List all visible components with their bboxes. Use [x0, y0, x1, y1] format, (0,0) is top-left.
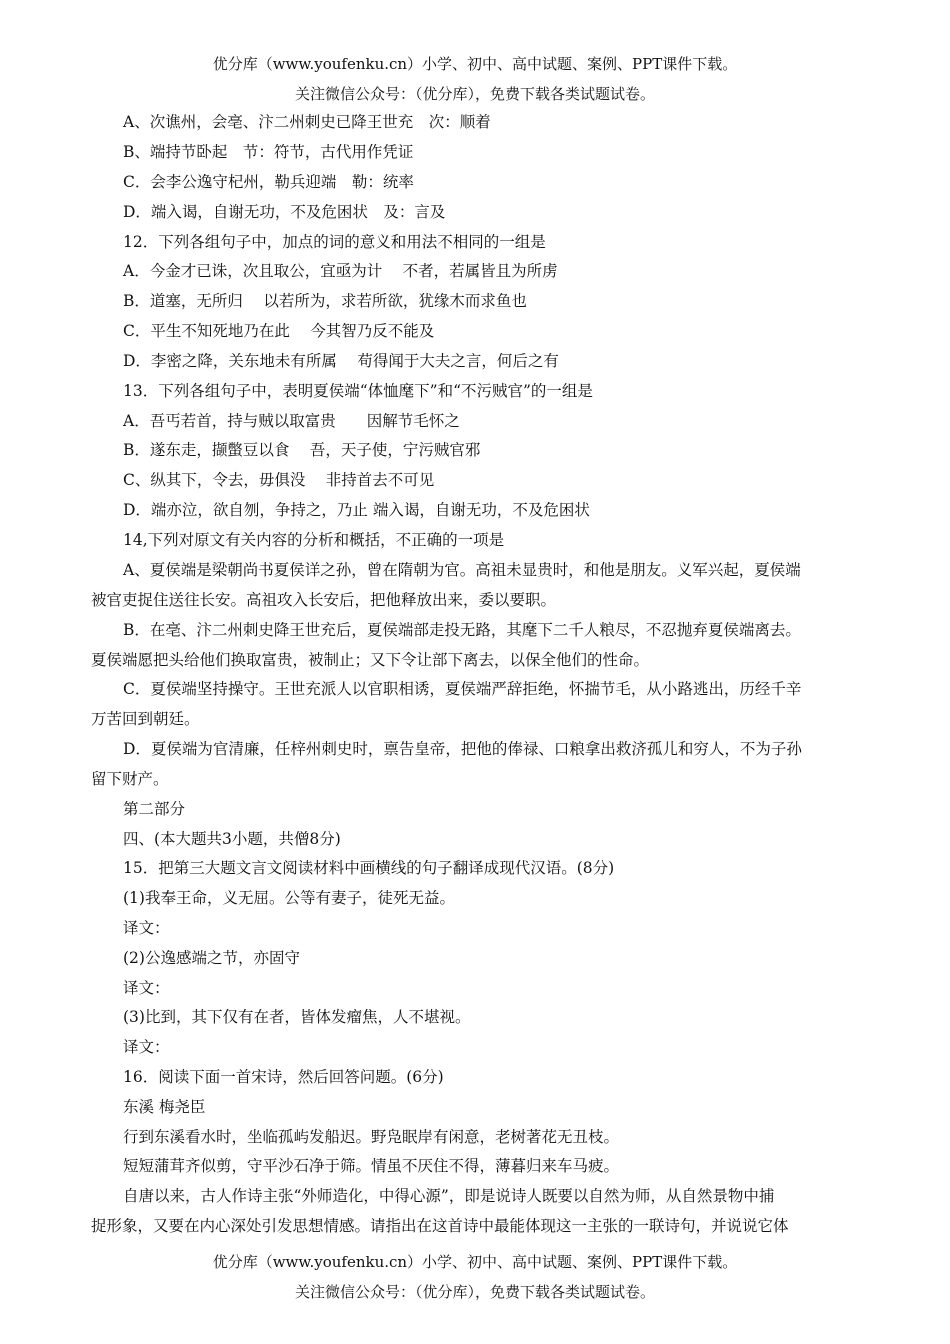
- q15-translation-label-1: 译文：: [123, 919, 170, 937]
- q14-option-d-line-1: D．夏侯端为官清廉，任梓州刺史时，禀告皇帝，把他的俸禄、口粮拿出救济孤儿和穷人，不为子孙: [123, 740, 802, 758]
- q16-prompt-line-1: 自唐以来，古人作诗主张“外师造化，中得心源”，即是说诗人既要以自然为师，从自然景物中捕: [123, 1187, 775, 1205]
- q15-sentence-1: (1)我奉王命，义无屈。公等有妻子，徒死无益。: [123, 889, 455, 907]
- header-line-2: 关注微信公众号：（优分库），免费下载各类试题试卷。: [294, 85, 655, 103]
- header-line-1: 优分库（www.youfenku.cn）小学、初中、高中试题、案例、PPT课件下载。: [212, 55, 738, 73]
- q16-stem: 16．阅读下面一首宋诗，然后回答问题。(6分): [123, 1068, 444, 1086]
- q11-option-d: D．端入谒，自谢无功，不及危困状 及：言及: [123, 203, 446, 221]
- q14-option-b-line-1: B．在亳、汴二州刺史降王世充后，夏侯端部走投无路，其麾下二千人粮尽，不忍抛弃夏侯端离去。: [123, 621, 801, 639]
- q13-option-d: D．端亦泣，欲自刎，争持之，乃止 端入谒，自谢无功，不及危困状: [123, 501, 590, 519]
- q14-option-a-line-2: 被官吏捉住送往长安。高祖攻入长安后，把他释放出来，委以要职。: [91, 591, 557, 609]
- q13-stem: 13．下列各组句子中，表明夏侯端“体恤麾下”和“不污贼官”的一组是: [123, 382, 593, 400]
- q13-option-a: A．吾丐若首，持与贼以取富贵 因解节毛怀之: [123, 412, 460, 430]
- q12-option-c: C．平生不知死地乃在此 今其智乃反不能及: [123, 322, 435, 340]
- footer-line-1: 优分库（www.youfenku.cn）小学、初中、高中试题、案例、PPT课件下载。: [212, 1253, 738, 1271]
- q12-option-b: B．道塞，无所归 以若所为，求若所欲，犹缘木而求鱼也: [123, 292, 527, 310]
- q12-stem: 12．下列各组句子中，加点的词的意义和用法不相同的一组是: [123, 233, 546, 251]
- q13-option-c: C、纵其下，令去，毋俱没 非持首去不可见: [123, 471, 435, 489]
- poem-title: 东溪 梅尧臣: [123, 1098, 206, 1116]
- q13-option-b: B．遂东走，撷蟞豆以食 吾，天子使，宁污贼官邪: [123, 441, 481, 459]
- q12-option-a: A．今金才已诛，次且取公，宜亟为计 不者，若属皆且为所虏: [123, 262, 558, 280]
- q11-option-a: A、次谯州，会亳、汴二州刺史已降王世充 次：顺着: [123, 113, 491, 131]
- q14-option-b-line-2: 夏侯端愿把头给他们换取富贵，被制止；又下令让部下离去，以保全他们的性命。: [91, 651, 650, 669]
- q15-translation-label-3: 译文：: [123, 1038, 170, 1056]
- q14-stem: 14,下列对原文有关内容的分析和概括，不正确的一项是: [123, 531, 505, 549]
- q14-option-c-line-2: 万苦回到朝廷。: [91, 710, 200, 728]
- q14-option-d-line-2: 留下财产。: [91, 770, 169, 788]
- section-four-title: 四、(本大题共3小题，共僧8分): [123, 830, 341, 848]
- q16-prompt-line-2: 捉形象，又要在内心深处引发思想情感。请指出在这首诗中最能体现这一主张的一联诗句，并说说它体: [91, 1217, 789, 1235]
- q15-sentence-2: (2)公逸感端之节，亦固守: [123, 949, 300, 967]
- q12-option-d: D．李密之降，关东地未有所属 苟得闻于大夫之言，何后之有: [123, 352, 559, 370]
- poem-line-2: 短短蒲茸齐似剪，守平沙石净于筛。情虽不厌住不得，薄暮归来车马疲。: [123, 1157, 620, 1175]
- poem-line-1: 行到东溪看水时，坐临孤屿发船迟。野凫眠岸有闲意，老树著花无丑枝。: [123, 1128, 620, 1146]
- q15-sentence-3: (3)比到，其下仅有在者，皆体发瘤焦，人不堪视。: [123, 1008, 471, 1026]
- q15-translation-label-2: 译文：: [123, 979, 170, 997]
- q14-option-c-line-1: C．夏侯端坚持操守。王世充派人以官职相诱，夏侯端严辞拒绝，怀揣节毛，从小路逃出，历经千辛: [123, 680, 802, 698]
- q11-option-b: B、端持节卧起 节：符节，古代用作凭证: [123, 143, 414, 161]
- part-two-title: 第二部分: [123, 800, 186, 818]
- q14-option-a-line-1: A、夏侯端是梁朝尚书夏侯详之孙，曾在隋朝为官。高祖未显贵时，和他是朋友。义军兴起，夏侯端: [123, 561, 801, 579]
- q11-option-c: C．会李公逸守杞州，勒兵迎端 勒：统率: [123, 173, 414, 191]
- footer-line-2: 关注微信公众号：（优分库），免费下载各类试题试卷。: [294, 1283, 655, 1301]
- q15-stem: 15．把第三大题文言文阅读材料中画横线的句子翻译成现代汉语。(8分): [123, 859, 615, 877]
